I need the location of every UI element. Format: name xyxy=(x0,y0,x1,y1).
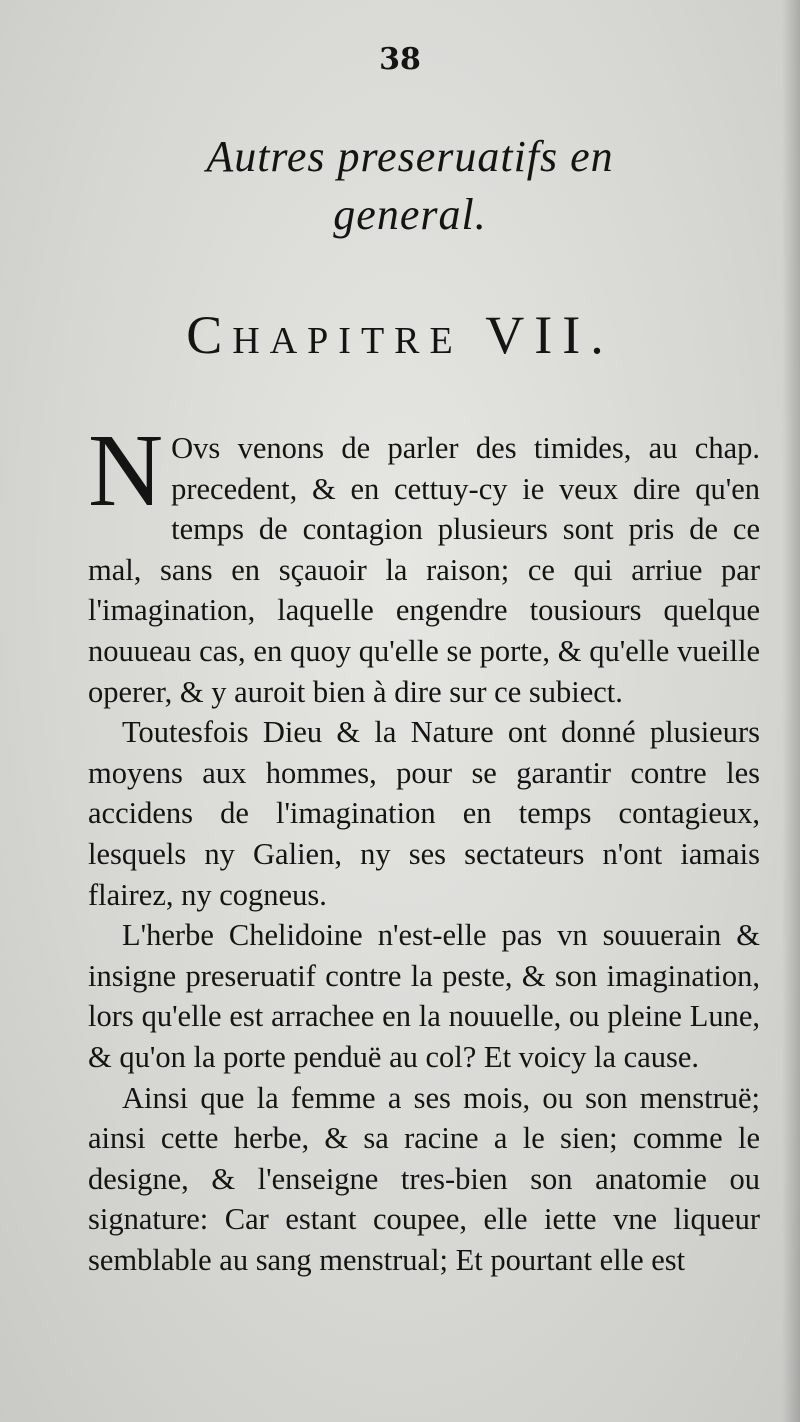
paragraph-3: L'herbe Chelidoine n'est-elle pas vn souuerain & insigne preseruatif contre la peste, & son imagination, lors qu'elle est arrachee en la nouuelle, ou pleine Lune, & qu'on la porte penduë au col? Et voicy la cause. xyxy=(88,918,760,1074)
page-number: 38 xyxy=(379,42,421,77)
page-edge-shadow xyxy=(782,0,800,1422)
paragraph-2: Toutesfois Dieu & la Nature ont donné plusieurs moyens aux hommes, pour se garantir contre les accidens de l'imagination en temps contagieux, lesquels ny Galien, ny ses sectateurs n'ont iamais flairez, ny cogneus. xyxy=(88,715,760,912)
drop-capital: N xyxy=(88,413,164,528)
paragraph-4: Ainsi que la femme a ses mois, ou son menstruë; ainsi cette herbe, & sa racine a le sien; comme le designe, & l'enseigne tres-bien son anatomie ou signature: Car estant coupee, elle iette vne liqueur semblable au sang menstrual; Et pourtant elle est xyxy=(88,1080,760,1277)
paragraph-1-text: Ovs venons de parler des timides, au chap. precedent, & en cettuy-cy ie veux dire qu'en temps de contagion plusieurs sont pris de ce mal, sans en sçauoir la raison; ce qui arriue par l'imagination, laquelle engendre tousiours quelque nouueau cas, en quoy qu'elle se porte, & qu'elle vueille operer, & y auroit bien à dire sur ce subiect. xyxy=(88,431,760,709)
paragraph-1 xyxy=(88,413,760,712)
chapter-heading: Chapitre VII. xyxy=(186,305,614,365)
body-text xyxy=(88,413,760,1280)
section-title: Autres preseruatifs en general. xyxy=(206,132,614,239)
